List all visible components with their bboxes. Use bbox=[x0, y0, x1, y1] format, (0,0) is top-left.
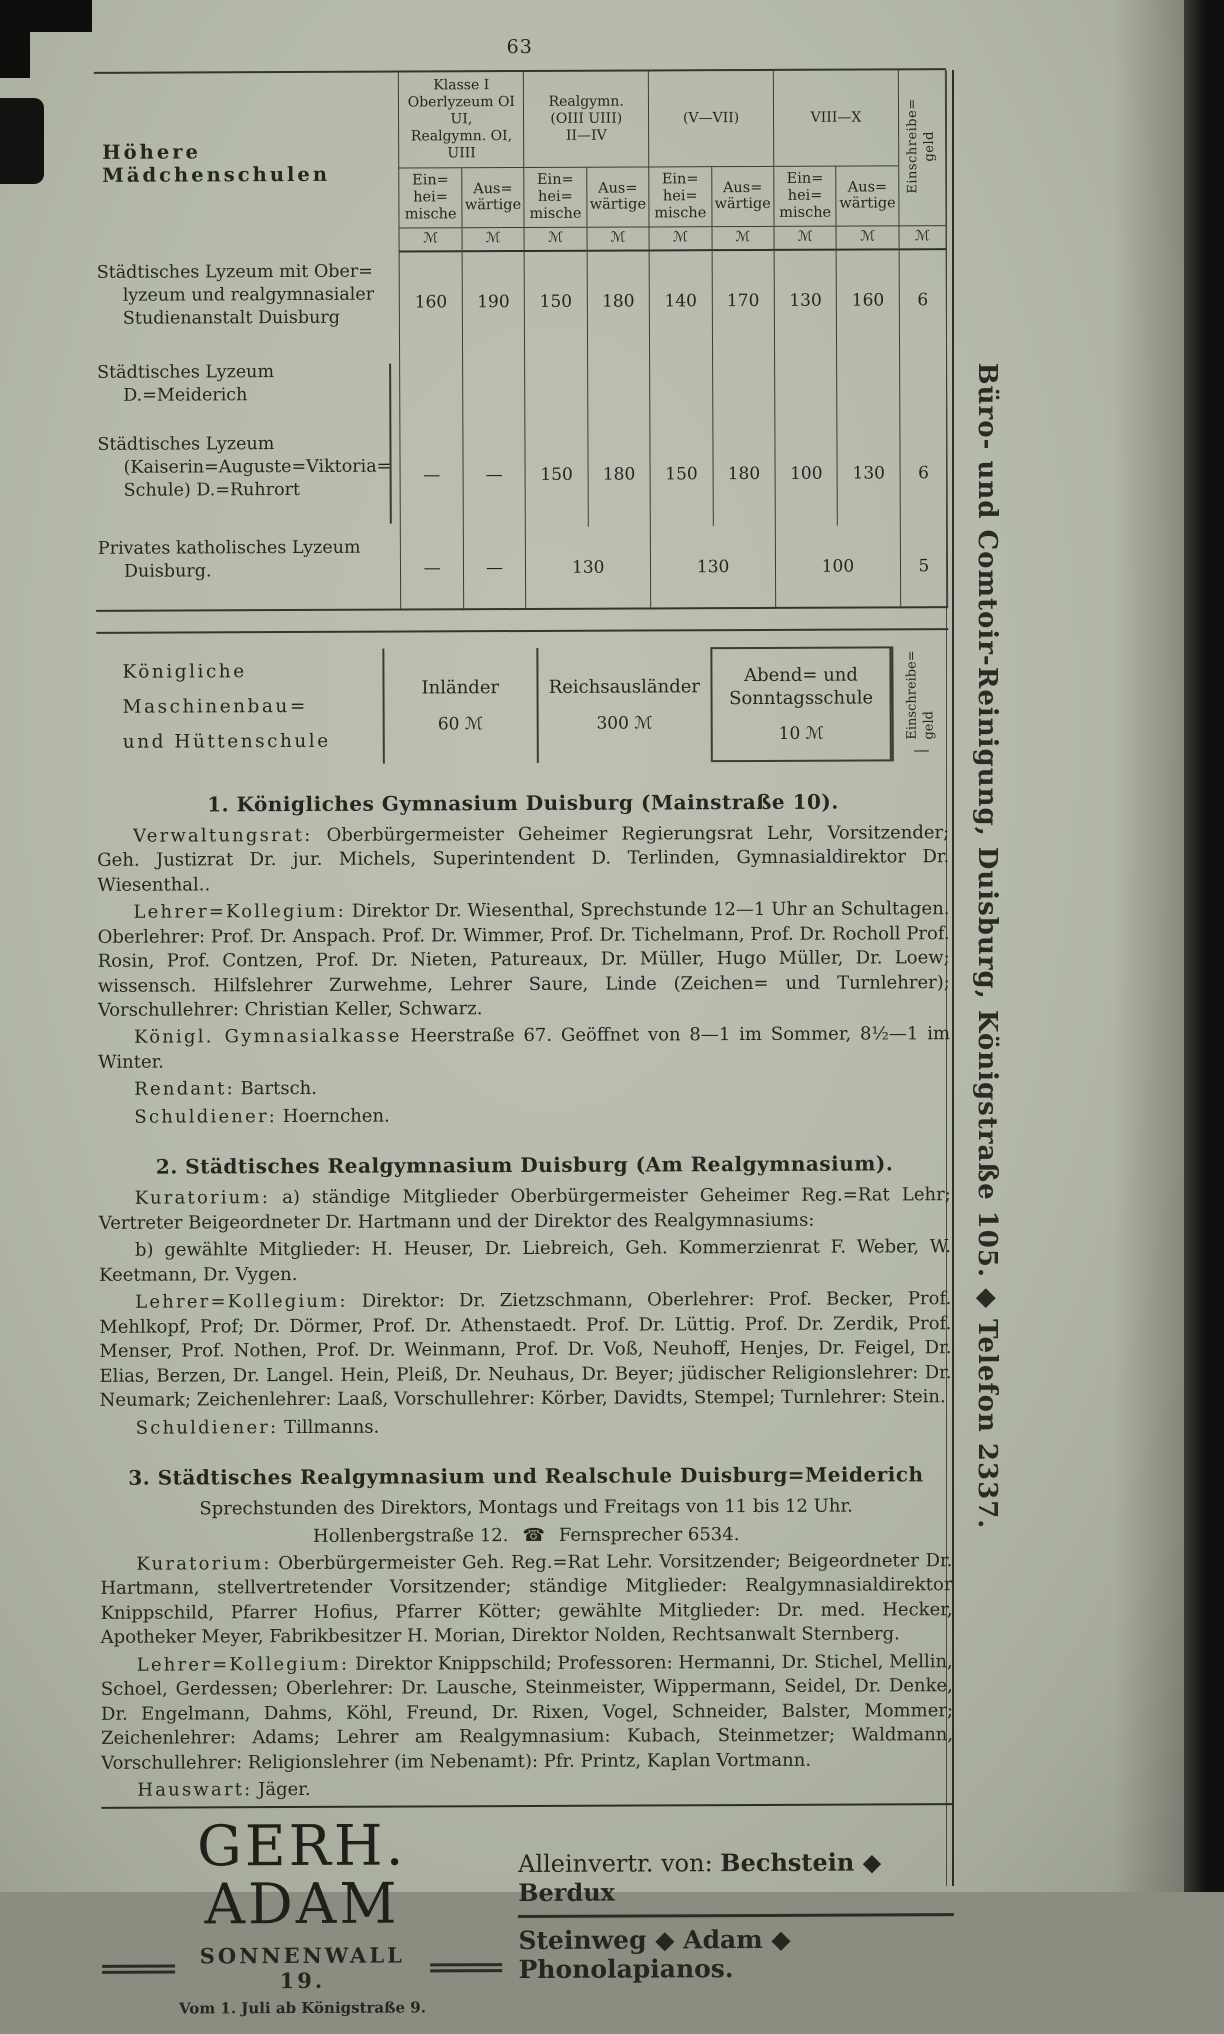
fee-value: 100 bbox=[775, 422, 838, 526]
fee-value: 190 bbox=[462, 251, 525, 351]
fee-value: 100 bbox=[775, 526, 900, 609]
paragraph bbox=[99, 1287, 952, 1413]
fee-cell-reichsauslaender bbox=[536, 648, 710, 763]
subcol-auswaertige: Aus= wärtige bbox=[462, 168, 525, 228]
paragraph-label: Schuldiener: bbox=[134, 1106, 277, 1128]
paragraph bbox=[100, 1549, 952, 1651]
fee-value: 300 ℳ bbox=[596, 713, 652, 733]
ad-note: Vom 1. Juli ab Königstraße 9. bbox=[102, 1998, 503, 2018]
paragraph-text: Tillmanns. bbox=[278, 1416, 379, 1437]
fee-value: 150 bbox=[525, 423, 588, 527]
paragraph-text: a) ständige Mitglieder Oberbürgermeister Geheimer Reg.=Rat Lehr; Vertreter Beigeordneter Dr. Hartmann und der Direktor des Realgymnasiums: bbox=[99, 1184, 951, 1233]
fee-value bbox=[775, 350, 838, 422]
paragraph-label: Lehrer=Kollegium: bbox=[135, 1291, 348, 1313]
fee-value: 180 bbox=[588, 423, 651, 527]
subcol-auswaertige: Aus= wärtige bbox=[586, 167, 649, 227]
paragraph-label: Rendant: bbox=[134, 1079, 235, 1100]
paragraph bbox=[99, 1183, 951, 1236]
fee-value: 130 bbox=[650, 526, 775, 609]
currency-symbol: ℳ bbox=[899, 226, 946, 250]
paragraph-label: Hauswart: bbox=[137, 1779, 252, 1801]
double-rule bbox=[102, 1964, 175, 1973]
currency-symbol: ℳ bbox=[399, 228, 462, 252]
table-group-header-row bbox=[94, 69, 946, 170]
section-realgymnasium-meiderich bbox=[100, 1440, 954, 1806]
page-edge bbox=[1184, 0, 1224, 1892]
fee-value: 60 ℳ bbox=[438, 714, 483, 734]
currency-symbol: ℳ bbox=[712, 227, 775, 251]
paragraph bbox=[97, 897, 950, 1023]
currency-symbol: ℳ bbox=[524, 228, 587, 252]
paragraph-label: Kuratorium: bbox=[136, 1553, 271, 1575]
paragraph bbox=[101, 1650, 954, 1776]
fee-value: 140 bbox=[649, 251, 712, 351]
currency-symbol: ℳ bbox=[649, 227, 712, 251]
school-fees-table bbox=[94, 68, 948, 612]
fee-value: — bbox=[463, 527, 526, 609]
machine-school-fee-table bbox=[96, 647, 948, 765]
paragraph-text: Direktor Dr. Wiesenthal, Sprechstunde 12—1 Uhr an Schultagen. Oberlehrer: Prof. Dr. Anspach. Prof. Dr. Wimmer, Prof. Dr. Tichelmann, Prof. Dr. Rocholl Prof. Rosin, Prof. Contzen, Prof. Dr. Nieten, Patureaux, Dr. Müller, Hugo Müller, Dr. Loew; wissensch. Hilfslehrer Zurwehme, Lehrer Saure, Linde (Zeichen= und Turnlehrer); Vorschullehrer: Christian Keller, Schwarz. bbox=[98, 898, 950, 1021]
currency-symbol: ℳ bbox=[462, 228, 525, 252]
paragraph-label: Verwaltungsrat: bbox=[133, 825, 312, 847]
fee-value bbox=[462, 351, 525, 423]
fee-value: 6 bbox=[900, 422, 948, 526]
section-divider bbox=[96, 629, 948, 635]
fee-value bbox=[899, 350, 946, 422]
fee-value: — bbox=[401, 528, 464, 610]
ad-line-1 bbox=[518, 1847, 954, 1907]
margin-ad-text: Büro- und Comtoir-Reinigung, Duisburg, Königstraße 105. ◆ Telefon 2337. bbox=[972, 363, 1002, 1530]
paragraph bbox=[101, 1775, 953, 1803]
ad-street: SONNENWALL 19. bbox=[189, 1943, 416, 1994]
paragraph bbox=[99, 1235, 951, 1288]
scan-artifact bbox=[0, 0, 30, 78]
column-group-klasse1: Klasse I Oberlyzeum OI UI, Realgymn. OI, UIII bbox=[399, 71, 524, 168]
section-staedtisches-realgymnasium bbox=[98, 1129, 951, 1443]
column-group-v-vii: (V—VII) bbox=[648, 70, 773, 167]
einschreibegeld-label: Einschreibe= geld bbox=[905, 98, 939, 193]
telephone-icon: ☎ bbox=[522, 1523, 545, 1548]
ad-street-line bbox=[102, 1942, 503, 1994]
table-row bbox=[95, 350, 947, 426]
paragraph-text: Oberbürgermeister Geh. Reg.=Rat Lehr. Vorsitzender; Beigeordneter Dr. Hartmann, stellvertretender Vorsitzender; ständige Mitglieder: Realgymnasialdirektor Knippschild, Pfarrer Hofius, Pfarrer Kötter; gewählte Mitglieder: Dr. med. Hecker, Apotheker Meyer, Fabrikbesitzer H. Morian, Direktor Nolden, Rechtsanwalt Sternberg. bbox=[100, 1550, 952, 1648]
fee-value: 180 bbox=[587, 251, 650, 351]
paragraph-text: Hoernchen. bbox=[277, 1105, 390, 1126]
einschreibegeld-label: Einschreibe= geld bbox=[904, 651, 938, 740]
fee-value: 150 bbox=[650, 423, 713, 527]
paragraph-text: Bartsch. bbox=[235, 1078, 317, 1099]
fee-label: Reichsausländer bbox=[549, 677, 700, 700]
section-heading: 3. Städtisches Realgymnasium und Realschule Duisburg=Meiderich bbox=[100, 1462, 952, 1490]
subcol-einheimische: Ein= hei= mische bbox=[524, 168, 587, 228]
fee-value: 150 bbox=[524, 251, 587, 351]
einschreibegeld-column bbox=[892, 647, 949, 762]
school-name: Privates katholisches Lyzeum Duisburg. bbox=[98, 537, 397, 584]
table-title: Höhere Mädchenschulen bbox=[94, 72, 400, 254]
fee-label: Inländer bbox=[421, 677, 499, 700]
fee-value bbox=[712, 350, 775, 422]
fee-value: — bbox=[463, 423, 526, 527]
paragraph bbox=[100, 1413, 952, 1441]
fee-value: 130 bbox=[526, 527, 651, 610]
paragraph bbox=[98, 1075, 950, 1103]
contact-line bbox=[100, 1522, 952, 1550]
office-hours-line: Sprechstunden des Direktors, Montags und Freitags von 11 bis 12 Uhr. bbox=[100, 1494, 952, 1522]
ad-right-column bbox=[502, 1847, 954, 1984]
street-address: Hollenbergstraße 12. bbox=[313, 1525, 509, 1547]
paragraph-label: Königl. Gymnasialkasse bbox=[134, 1026, 402, 1048]
paragraph-text: b) gewählte Mitglieder: H. Heuser, Dr. Liebreich, Geh. Kommerzienrat F. Weber, W. Keetmann, Dr. Vygen. bbox=[99, 1236, 951, 1285]
fee-value: 160 bbox=[837, 250, 900, 350]
paragraph bbox=[98, 1102, 950, 1130]
currency-symbol: ℳ bbox=[774, 227, 837, 251]
fee-value bbox=[837, 350, 900, 422]
ad-left-column bbox=[101, 1817, 502, 2018]
fee-value: 130 bbox=[837, 422, 900, 526]
school-name: Städtisches Lyzeum (Kaiserin=Auguste=Viktoria= Schule) D.=Ruhrort bbox=[97, 433, 396, 503]
ad-brand-name: GERH. ADAM bbox=[101, 1817, 502, 1936]
page-edge-shadow bbox=[1114, 0, 1184, 1892]
fee-value: 170 bbox=[712, 250, 775, 350]
currency-symbol: ℳ bbox=[836, 226, 899, 250]
fee-value bbox=[400, 352, 463, 424]
ad-line-2: Steinweg ◆ Adam ◆ Phonolapianos. bbox=[518, 1924, 954, 1984]
paragraph-label: Lehrer=Kollegium: bbox=[137, 1654, 350, 1676]
paragraph-label: Schuldiener: bbox=[136, 1417, 279, 1439]
table-row bbox=[95, 422, 947, 530]
page-number: 63 bbox=[94, 34, 946, 60]
fee-value bbox=[525, 351, 588, 423]
paragraph-label: Kuratorium: bbox=[135, 1187, 270, 1209]
paragraph-text: Jäger. bbox=[252, 1779, 310, 1800]
fee-label: Abend= und Sonntagsschule bbox=[729, 665, 873, 711]
fee-value bbox=[587, 351, 650, 423]
margin-vertical-ad bbox=[958, 0, 1016, 1892]
fee-value: — bbox=[400, 424, 463, 528]
paragraph-text: Heerstraße 67. Geöffnet von 8—1 im Sommer, 8½—1 im Winter. bbox=[98, 1024, 950, 1073]
subcol-auswaertige: Aus= wärtige bbox=[836, 166, 899, 226]
paragraph bbox=[97, 821, 949, 898]
scan-artifact bbox=[0, 98, 44, 184]
paragraph-text: Oberbürgermeister Geheimer Regierungsrat Lehr, Vorsitzender; Geh. Justizrat Dr. jur. Michels, Superintendent D. Terlinden, Gymnasialdirektor Dr. Wiesenthal.. bbox=[97, 822, 949, 896]
subcol-auswaertige: Aus= wärtige bbox=[711, 167, 774, 227]
paragraph bbox=[98, 1023, 950, 1076]
fee-value: 5 bbox=[900, 526, 947, 608]
fee-value: 160 bbox=[400, 252, 463, 352]
paragraph-text: Direktor: Dr. Zietzschmann, Oberlehrer: Prof. Becker, Prof. Mehlkopf, Prof; Dr. Dörmer, Prof. Dr. Athenstaedt. Prof. Dr. Lüttig. Prof. Dr. Zerdik, Prof. Menser, Prof. Nothen, Prof. Dr. Weinmann, Prof. Dr. Voß, Neuhoff, Henjes, Dr. Feigel, Dr. Elias, Berzen, Dr. Langel. Hein, Pleiß, Dr. Neuhaus, Dr. Beyer; jüdischer Religionslehrer: Dr. Neumark; Zeichenlehrer: Laaß, Vorschullehrer: Körber, Davidts, Stempel; Turnlehrer: Stein. bbox=[99, 1288, 951, 1411]
machine-school-title: Königliche Maschinenbau= und Hüttenschule bbox=[96, 649, 382, 765]
paragraph-text: Direktor Knippschild; Professoren: Hermanni, Dr. Stichel, Mellin, Schoel, Gerdessen; Oberlehrer: Dr. Lausche, Steinmeister, Wippermann, Seidel, Dr. Denke, Dr. Engelmann, Dahms, Köhl, Freund, Dr. Rixen, Vogel, Schneider, Balster, Mommer; Zeichenlehrer: Adams; Lehrer am Realgymnasium: Kubach, Steinmetzer; Waldmann, Vorschullehrer: Religionslehrer (im Nebenamt): Pfr. Printz, Kaplan Vortmann. bbox=[101, 1651, 953, 1774]
subcol-einheimische: Ein= hei= mische bbox=[399, 168, 462, 228]
fee-value: 130 bbox=[774, 250, 837, 350]
ad-divider bbox=[518, 1913, 954, 1918]
section-koenigliches-gymnasium bbox=[97, 767, 951, 1133]
double-rule bbox=[430, 1963, 503, 1972]
column-group-realgymn: Realgymn. (OIII UIII) II—IV bbox=[524, 70, 649, 167]
fee-value: 180 bbox=[712, 422, 775, 526]
fee-cell-abendschule bbox=[710, 647, 892, 762]
table-row bbox=[95, 250, 947, 354]
ad-prefix: Alleinvertr. von: bbox=[518, 1849, 720, 1878]
table-row bbox=[96, 526, 948, 612]
school-name: Städtisches Lyzeum mit Ober= lyzeum und realgymnasialer Studienanstalt Duisburg bbox=[97, 261, 396, 331]
school-name: Städtisches Lyzeum D.=Meiderich bbox=[97, 361, 396, 408]
paragraph-label: Lehrer=Kollegium: bbox=[133, 901, 346, 923]
bottom-advertisement bbox=[101, 1803, 954, 2034]
fee-value: 6 bbox=[899, 250, 947, 350]
subcol-einheimische: Ein= hei= mische bbox=[649, 167, 712, 227]
page-content bbox=[94, 20, 955, 2034]
subcol-einheimische: Ein= hei= mische bbox=[774, 167, 837, 227]
fee-value: 10 ℳ bbox=[779, 724, 824, 744]
phone-number: Fernsprecher 6534. bbox=[559, 1524, 740, 1546]
currency-symbol: ℳ bbox=[587, 227, 650, 251]
einschreibegeld-column-header bbox=[898, 69, 946, 226]
fee-cell-inlaender bbox=[382, 648, 537, 763]
ad-brands: Bechstein ◆ Berdux bbox=[518, 1847, 881, 1907]
einschreibegeld-value: — bbox=[913, 740, 929, 761]
section-heading: 2. Städtisches Realgymnasium Duisburg (Am Realgymnasium). bbox=[99, 1151, 951, 1179]
column-group-viii-x: VIII—X bbox=[773, 69, 898, 166]
section-heading: 1. Königliches Gymnasium Duisburg (Mainstraße 10). bbox=[97, 789, 949, 817]
fee-value bbox=[650, 351, 713, 423]
